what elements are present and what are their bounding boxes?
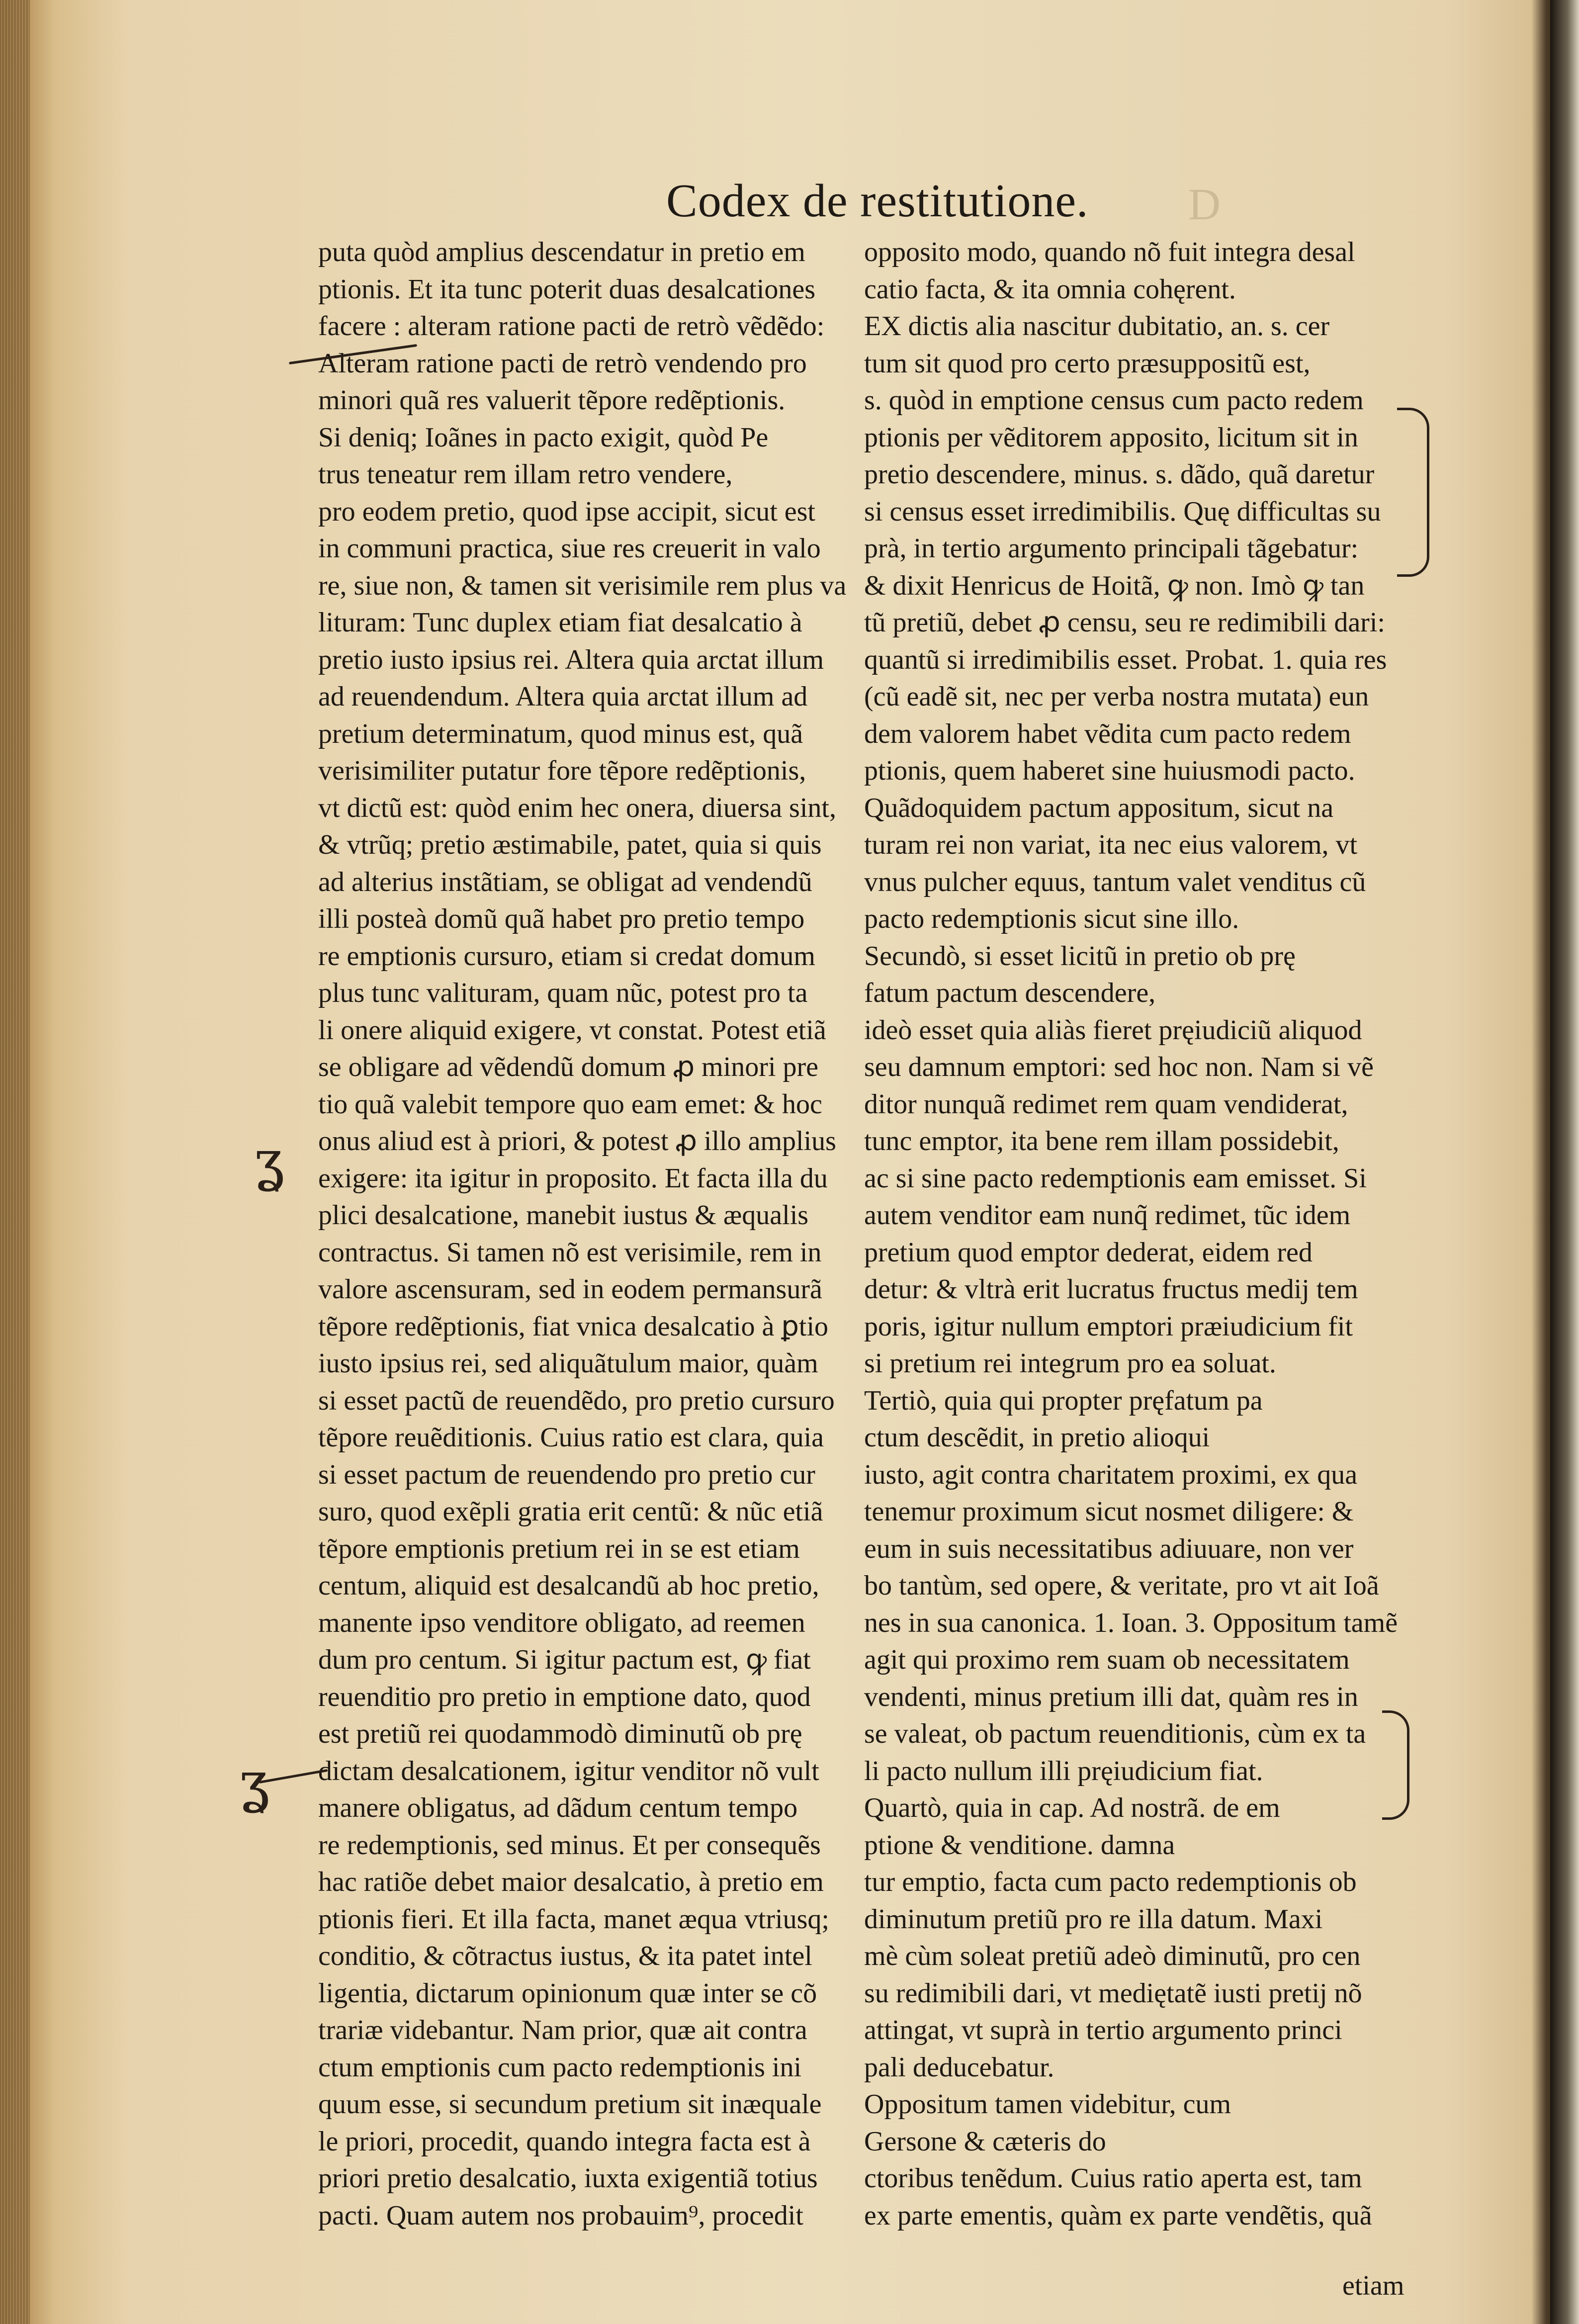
right-column-line: se valeat, ob pactum reuenditionis, cùm ex ta — [864, 1718, 1366, 1749]
right-column-line: & dixit Henricus de Hoitã, ꝙ non. Imò ꝙ tan — [864, 570, 1365, 601]
left-column — [318, 234, 847, 2234]
right-column-line: pali deducebatur. — [864, 2052, 1054, 2083]
left-column-line: conditio, & cõtractus iustus, & ita patet intel — [318, 1941, 812, 1971]
left-column-line: pretio iusto ipsius rei. Altera quia arctat illum — [318, 644, 824, 675]
right-column-line: ditor nunquã redimet rem quam vendiderat, — [864, 1088, 1348, 1120]
right-column-line: dem valorem habet vẽdita cum pacto redem — [864, 718, 1351, 749]
right-column-line: autem venditor eam nunq̃ redimet, tũc idem — [864, 1200, 1351, 1231]
right-column-line: nes in sua canonica. 1. Ioan. 3. Oppositum tamẽ — [864, 1607, 1398, 1638]
right-column-line: tenemur proximum sicut nosmet diligere: & — [864, 1496, 1354, 1527]
right-column-line: ptionis, quem haberet sine huiusmodi pacto. — [864, 755, 1355, 786]
right-column-line: (cũ eadẽ sit, nec per verba nostra mutata) eun — [864, 681, 1369, 712]
margin-mark-left-1: ʓ — [254, 1129, 284, 1192]
left-column-line: pacti. Quam autem nos probauim⁹, procedit — [318, 2200, 803, 2231]
left-column-line: si esset pactum de reuendendo pro pretio cur — [318, 1459, 815, 1490]
left-column-line: exigere: ita igitur in proposito. Et facta illa du — [318, 1162, 828, 1194]
left-column-line: dum pro centum. Si igitur pactum est, ꝙ fiat — [318, 1644, 811, 1675]
left-column-line: tẽpore redẽptionis, fiat vnica desalcatio à ꝑtio — [318, 1311, 829, 1342]
left-column-line: verisimiliter putatur fore tẽpore redẽptionis, — [318, 755, 806, 786]
right-column-line: ptione & venditione. damna — [864, 1829, 1175, 1861]
right-column-line: tũ pretiũ, debet ꝓ censu, seu re redimibili dari: — [864, 607, 1385, 638]
left-column-line: manente ipso venditore obligato, ad reemen — [318, 1607, 805, 1638]
right-column-line: li pacto nullum illi pręiudicium fiat. — [864, 1755, 1263, 1787]
left-column-line: iusto ipsius rei, sed aliquãtulum maior, quàm — [318, 1348, 818, 1379]
left-column-line: re redemptionis, sed minus. Et per consequẽs — [318, 1829, 821, 1861]
right-column-line: tur emptio, facta cum pacto redemptionis ob — [864, 1867, 1357, 1897]
right-column-line: opposito modo, quando nõ fuit integra desal — [864, 237, 1355, 268]
left-column-line: le priori, procedit, quando integra facta est à — [318, 2126, 811, 2157]
left-column-line: ligentia, dictarum opinionum quæ inter se cõ — [318, 1977, 817, 2009]
left-column-line: lituram: Tunc duplex etiam fiat desalcatio à — [318, 607, 802, 638]
right-column-line: s. quòd in emptione census cum pacto redem — [864, 385, 1364, 416]
left-column-line: est pretiũ rei quodammodò diminutũ ob prę — [318, 1718, 802, 1749]
right-column-line: poris, igitur nullum emptori præiudicium fit — [864, 1311, 1353, 1342]
left-column-line: plici desalcatione, manebit iustus & æqualis — [318, 1200, 809, 1231]
right-column-line: attingat, vt suprà in tertio argumento princi — [864, 2015, 1342, 2046]
right-column-line: vendenti, minus pretium illi dat, quàm res in — [864, 1681, 1358, 1712]
right-column-line: tunc emptor, ita bene rem illam possidebit, — [864, 1126, 1339, 1157]
left-column-line: re emptionis cursuro, etiam si credat domum — [318, 940, 815, 972]
left-column-line: onus aliud est à priori, & potest ꝓ illo amplius — [318, 1126, 836, 1157]
left-column-line: ptionis fieri. Et illa facta, manet æqua vtriusq; — [318, 1903, 829, 1935]
left-column-line: si esset pactũ de reuendẽdo, pro pretio cursuro — [318, 1385, 835, 1416]
right-column-line: pacto redemptionis sicut sine illo. — [864, 903, 1239, 934]
left-column-line: suro, quod exẽpli gratia erit centũ: & nũc etiã — [318, 1496, 823, 1527]
left-column-line: ctum emptionis cum pacto redemptionis ini — [318, 2052, 802, 2083]
right-column-line: eum in suis necessitatibus adiuuare, non ver — [864, 1533, 1354, 1564]
right-column-line: pretio descendere, minus. s. dãdo, quã daretur — [864, 459, 1375, 490]
left-column-line: ptionis. Et ita tunc poterit duas desalcationes — [318, 273, 815, 305]
margin-bracket-right-2 — [1382, 1710, 1409, 1820]
right-column-line: agit qui proximo rem suam ob necessitatem — [864, 1644, 1350, 1675]
right-column-line: Tertiò, quia qui propter pręfatum pa — [864, 1385, 1263, 1416]
left-column-line: se obligare ad vẽdendũ domum ꝓ minori pre — [318, 1052, 819, 1082]
right-column-line: prà, in tertio argumento principali tãgebatur: — [864, 533, 1359, 564]
left-column-line: reuenditio pro pretio in emptione dato, quod — [318, 1681, 811, 1712]
right-column-line: Quãdoquidem pactum appositum, sicut na — [864, 792, 1334, 823]
right-column — [864, 234, 1398, 2234]
left-column-line: priori pretio desalcatio, iuxta exigentiã totius — [318, 2163, 818, 2194]
facing-page-edge — [1550, 0, 1579, 2324]
right-column-line: si pretium rei integrum pro ea soluat. — [864, 1348, 1276, 1379]
left-column-line: manere obligatus, ad dãdum centum tempo — [318, 1792, 798, 1823]
left-column-line: facere : alteram ratione pacti de retrò vẽdẽdo: — [318, 311, 825, 342]
left-column-line: li onere aliquid exigere, vt constat. Potest etiã — [318, 1014, 826, 1046]
right-column-line: mè cùm soleat pretiũ adeò diminutũ, pro cen — [864, 1941, 1361, 1971]
right-column-line: pretium quod emptor dederat, eidem red — [864, 1237, 1313, 1268]
bleed-through-text: D — [1188, 180, 1224, 229]
catchword: etiam — [1342, 2270, 1404, 2301]
right-column-line: turam rei non variat, ita nec eius valorem, vt — [864, 829, 1358, 860]
right-column-line: diminutum pretiũ pro re illa datum. Maxi — [864, 1903, 1323, 1935]
right-column-line: su redimibili dari, vt mediętatẽ iusti pretij nõ — [864, 1977, 1362, 2009]
right-column-line: Gersone & cæteris do — [864, 2126, 1106, 2157]
right-column-line: ctum descẽdit, in pretio alioqui — [864, 1422, 1210, 1453]
left-column-line: valore ascensuram, sed in eodem permansurã — [318, 1274, 822, 1305]
left-column-line: tẽpore emptionis pretium rei in se est etiam — [318, 1533, 800, 1564]
margin-mark-left-2: ʓ — [239, 1750, 269, 1814]
left-column-line: trus teneatur rem illam retro vendere, — [318, 459, 733, 490]
right-column-line: si census esset irredimibilis. Quę difficultas su — [864, 496, 1381, 527]
left-column-line: plus tunc valituram, quam nũc, potest pro ta — [318, 978, 808, 1008]
right-column-line: iusto, agit contra charitatem proximi, ex qua — [864, 1459, 1358, 1490]
right-column-line: Secundò, si esset licitũ in pretio ob prę — [864, 940, 1296, 972]
left-column-line: ad alterius instãtiam, se obligat ad vendendũ — [318, 866, 812, 897]
left-column-line: illi posteà domũ quã habet pro pretio tempo — [318, 903, 805, 934]
left-column-line: quum esse, si secundum pretium sit inæquale — [318, 2089, 822, 2120]
left-column-line: tẽpore reuẽditionis. Cuius ratio est clara, quia — [318, 1422, 824, 1453]
left-column-line: tio quã valebit tempore quo eam emet: & hoc — [318, 1088, 822, 1120]
right-column-line: fatum pactum descendere, — [864, 978, 1156, 1008]
right-column-line: seu damnum emptori: sed hoc non. Nam si vẽ — [864, 1052, 1374, 1082]
right-column-line: ctoribus tenẽdum. Cuius ratio aperta est, tam — [864, 2163, 1362, 2194]
margin-bracket-right-1 — [1397, 408, 1429, 577]
left-column-line: centum, aliquid est desalcandũ ab hoc pretio, — [318, 1570, 819, 1601]
left-column-line: re, siue non, & tamen sit verisimile rem plus va — [318, 570, 847, 601]
right-column-line: detur: & vltrà erit lucratus fructus medij tem — [864, 1274, 1358, 1305]
right-column-line: ac si sine pacto redemptionis eam emisset. Si — [864, 1162, 1367, 1194]
left-column-line: Alteram ratione pacti de retrò vendendo pro — [318, 348, 807, 379]
left-column-line: vt dictũ est: quòd enim hec onera, diuersa sint, — [318, 792, 836, 823]
right-column-line: ptionis per vẽditorem apposito, licitum sit in — [864, 422, 1358, 453]
left-column-line: puta quòd amplius descendatur in pretio em — [318, 237, 805, 268]
right-column-line: EX dictis alia nascitur dubitatio, an. s. cer — [864, 311, 1330, 342]
left-column-line: dictam desalcationem, igitur venditor nõ vult — [318, 1755, 819, 1787]
right-column-line: bo tantùm, sed opere, & veritate, pro vt ait Ioã — [864, 1570, 1379, 1601]
right-column-line: tum sit quod pro certo præsuppositũ est, — [864, 348, 1311, 379]
left-column-line: ad reuendendum. Altera quia arctat illum ad — [318, 681, 808, 712]
right-column-line: quantũ si irredimibilis esset. Probat. 1. quia res — [864, 644, 1387, 675]
left-column-line: hac ratiõe debet maior desalcatio, à pretio em — [318, 1867, 824, 1897]
left-column-line: in communi practica, siue res creuerit in valo — [318, 533, 821, 564]
right-column-line: ex parte ementis, quàm ex parte vendẽtis, quã — [864, 2200, 1372, 2231]
left-column-line: & vtrũq; pretio æstimabile, patet, quia si quis — [318, 829, 822, 860]
left-column-line: pro eodem pretio, quod ipse accipit, sicut est — [318, 496, 815, 527]
right-column-line: ideò esset quia aliàs fieret pręiudiciũ aliquod — [864, 1014, 1362, 1046]
right-column-line: Quartò, quia in cap. Ad nostrã. de em — [864, 1792, 1280, 1823]
left-column-line: minori quã res valuerit tẽpore redẽptionis. — [318, 385, 786, 416]
right-column-line: Oppositum tamen videbitur, cum — [864, 2089, 1231, 2120]
running-head: Codex de restitutione. — [666, 175, 1089, 227]
left-column-line: pretium determinatum, quod minus est, quã — [318, 718, 803, 749]
left-column-line: contractus. Si tamen nõ est verisimile, rem in — [318, 1237, 822, 1268]
left-column-line: Si deniq; Ioãnes in pacto exigit, quòd Pe — [318, 422, 769, 453]
left-column-line: trariæ videbantur. Nam prior, quæ ait contra — [318, 2015, 807, 2046]
right-column-line: vnus pulcher equus, tantum valet venditus cũ — [864, 866, 1366, 897]
right-column-line: catio facta, & ita omnia cohęrent. — [864, 273, 1236, 305]
page-edge — [0, 0, 30, 2324]
